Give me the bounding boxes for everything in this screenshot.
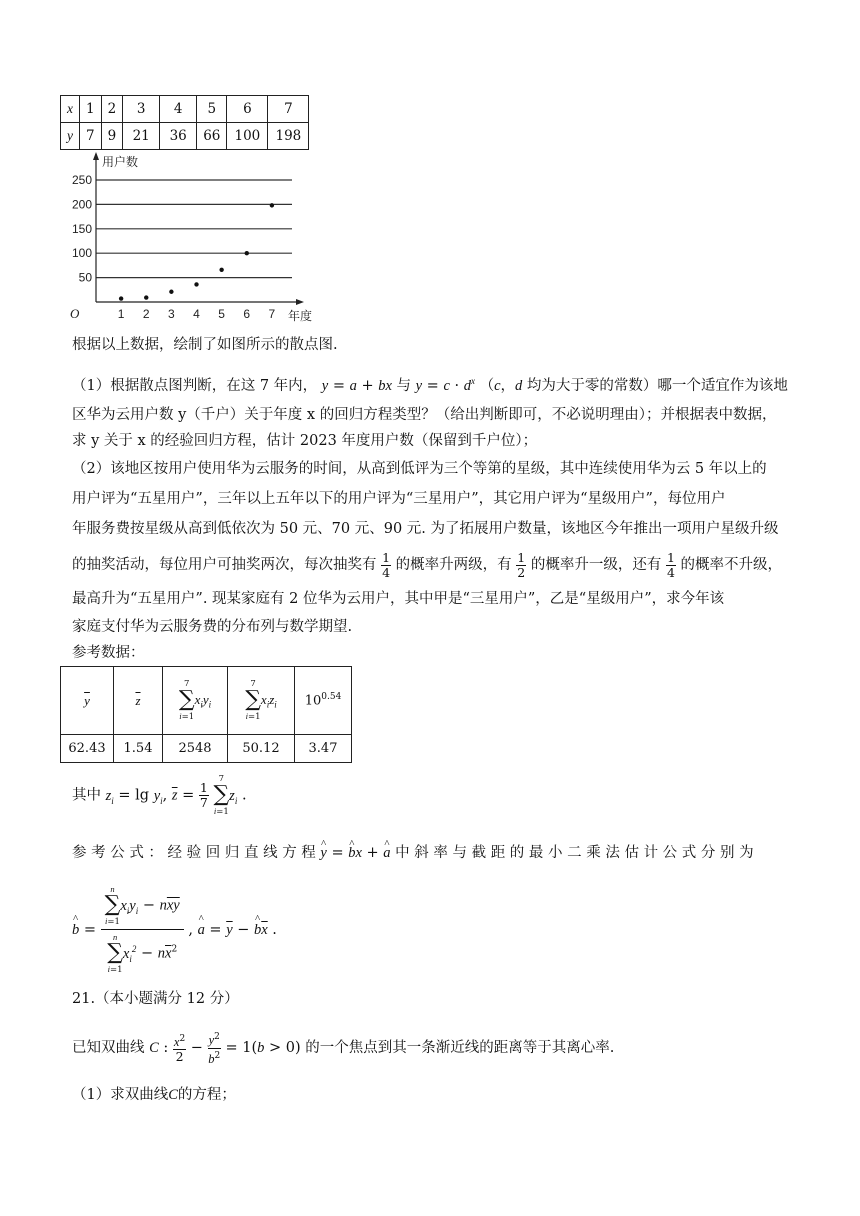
y-tick-label: 100	[71, 246, 92, 261]
x-tick-label: 1	[117, 307, 125, 321]
question-2-line-5: 最高升为“五星用户”. 现某家庭有 2 位华为云用户，其中甲是“三星用户”，乙是“星级用户”，求今年该	[72, 591, 725, 607]
x-tick-label: 3	[168, 307, 175, 321]
q1-text-c: 均为大于零的常数）哪一个适宜作为该地	[526, 377, 788, 394]
table-cell: 21	[123, 123, 160, 150]
q1-connector: 与	[396, 377, 412, 394]
table-cell: 100	[227, 123, 268, 150]
q21-text-a: 已知双曲线	[72, 1040, 145, 1056]
q1-text-a: （1）根据散点图判断，在这 7 年内，	[72, 377, 318, 394]
data-point	[144, 295, 148, 299]
question-1-line-1: （1）根据散点图判断，在这 7 年内， y = a + bx 与 $y = c \cdot d^x$ （c，d 均为大于零的常数）哪一个适宜作为该地	[72, 376, 788, 394]
header-sum-xy: 7 ∑ i=1 $x_iy_i$	[163, 667, 228, 735]
table-cell: 66	[197, 123, 227, 150]
table-row	[61, 96, 309, 123]
table-cell: 5	[197, 96, 227, 123]
chart-caption: 根据以上数据，绘制了如图所示的散点图.	[72, 337, 338, 353]
q1-constants: c	[494, 377, 501, 394]
table-row	[61, 735, 352, 763]
fraction-one-quarter: $\frac{1}{4}$	[382, 549, 391, 580]
y-tick-label: 250	[71, 173, 92, 187]
table-cell: 1	[80, 96, 102, 123]
origin-label: O	[70, 306, 80, 321]
x-axis-label: 年度	[288, 309, 313, 323]
table-cell: 4	[160, 96, 197, 123]
table-cell: 1.54	[114, 735, 163, 763]
regression-equation: ^ y = ^ bx + ^ a	[320, 845, 390, 861]
data-point	[194, 282, 198, 286]
fraction-one-quarter-2: $\frac{1}{4}$	[666, 549, 675, 580]
table-cell: 9	[101, 123, 123, 150]
scatter-chart	[60, 150, 330, 328]
question-2-line-6: 家庭支付华为云服务费的分布列与数学期望.	[72, 619, 353, 635]
data-point	[245, 251, 249, 255]
table-cell: 3	[123, 96, 160, 123]
table-cell: 6	[227, 96, 268, 123]
problem-21-part-1: （1）求双曲线C的方程；	[72, 1087, 236, 1103]
q2-text-c: 的概率升一级，还有	[530, 557, 662, 573]
formula-suffix: 中 斜 率 与 截 距 的 最 小 二 乘 法 估 计 公 式 分 别 为	[395, 845, 754, 861]
table-cell: 50.12	[228, 735, 295, 763]
header-power: $10^{0.54}$	[295, 667, 352, 735]
q21-text-b: 的一个焦点到其一条渐近线的距离等于其离心率.	[305, 1040, 615, 1056]
fraction-one-half: $\frac{1}{2}$	[517, 549, 526, 580]
where-definition: 其中 $z_i = \lg y_i$, $\overline{z}$ = $\frac{1}{7}$ 7 ∑ i=1 $z_i$ .	[72, 774, 247, 817]
q21-sub1-b: 的方程；	[177, 1087, 236, 1103]
header-sum-xz: 7 ∑ i=1 $x_iz_i$	[228, 667, 295, 735]
x-tick-label: 6	[243, 307, 251, 321]
y-tick-label: 200	[71, 197, 92, 212]
question-2-line-4	[72, 548, 782, 582]
model-exponential: $y = c \cdot d^x$	[415, 376, 475, 394]
row-label-y: y	[61, 123, 80, 150]
table-cell: 7	[268, 96, 309, 123]
q2-text-a: 的抽奖活动，每位用户可抽奖两次，每次抽奖有	[72, 557, 377, 573]
table-cell: 36	[160, 123, 197, 150]
x-axis-arrow-icon	[296, 299, 304, 305]
x-tick-label: 5	[218, 307, 225, 321]
table-cell: 62.43	[61, 735, 114, 763]
formula-line	[72, 840, 754, 866]
problem-21-title: 21.（本小题满分 12 分）	[72, 991, 239, 1007]
table-cell: 2548	[163, 735, 228, 763]
question-2-line-3: 年服务费按星级从高到低依次为 50 元、70 元、90 元. 为了拓展用户数量，该地区今年推出一项用户星级升级	[72, 521, 779, 537]
model-linear: y = a + bx	[321, 377, 392, 394]
q2-text-d: 的概率不升级，	[680, 557, 783, 573]
q1-text-b: （	[479, 377, 495, 394]
where-prefix: 其中	[72, 787, 101, 804]
table-cell: 2	[101, 96, 123, 123]
data-point	[169, 290, 173, 294]
table-row	[61, 123, 309, 150]
data-point	[219, 268, 223, 272]
q21-sub1-a: （1）求双曲线	[72, 1087, 169, 1103]
table-cell: 198	[268, 123, 309, 150]
question-2-line-2: 用户评为“五星用户”，三年以上五年以下的用户评为“三星用户”，其它用户评为“星级用户”，每位用户	[72, 491, 726, 507]
q2-text-b: 的概率升两级，有	[395, 557, 512, 573]
reference-table	[60, 666, 352, 763]
reference-data-title: 参考数据：	[72, 645, 145, 661]
y-axis-arrow-icon	[93, 152, 99, 160]
data-table	[60, 95, 309, 150]
header-ybar: $\overline{y}$	[61, 667, 114, 735]
least-squares-formula: ^ b = n ∑ i=1 $x_iy_i - n\overline{xy}$ n ∑ i=1 $x_i^2 - n\overline{x}^2$ , ^ $a = \overline{y}$ − ^ $b\overline{x}$ .	[72, 884, 277, 975]
question-2-line-1: （2）该地区按用户使用华为云服务的时间，从高到低评为三个等第的星级，其中连续使用华为云 5 年以上的	[72, 461, 767, 477]
x-tick-label: 2	[142, 307, 150, 321]
question-1-line-3: 求 y 关于 x 的经验回归方程，估计 2023 年度用户数（保留到千户位）；	[72, 433, 538, 449]
data-point	[270, 203, 274, 207]
x-tick-label: 4	[193, 307, 200, 321]
y-tick-label: 50	[78, 270, 92, 285]
header-zbar: $\overline{z}$	[114, 667, 163, 735]
table-row	[61, 667, 352, 735]
y-tick-label: 150	[71, 221, 92, 236]
table-cell: 3.47	[295, 735, 352, 763]
row-label-x: x	[61, 96, 80, 123]
data-point	[119, 296, 123, 300]
x-tick-label: 7	[268, 307, 276, 321]
formula-prefix: 参 考 公 式 ： 经 验 回 归 直 线 方 程	[72, 845, 316, 861]
question-1-line-2: 区华为云用户数 y（千户）关于年度 x 的回归方程类型？（给出判断即可，不必说明理由）；并根据表中数据，	[72, 407, 777, 423]
y-axis-label: 用户数	[102, 155, 139, 169]
problem-21-statement: 已知双曲线 C : $\frac{x^2}{2}$ − $\frac{y^2}{b^2}$ = 1(b > 0) 的一个焦点到其一条渐近线的距离等于其离心率.	[72, 1032, 615, 1066]
table-cell: 7	[80, 123, 102, 150]
